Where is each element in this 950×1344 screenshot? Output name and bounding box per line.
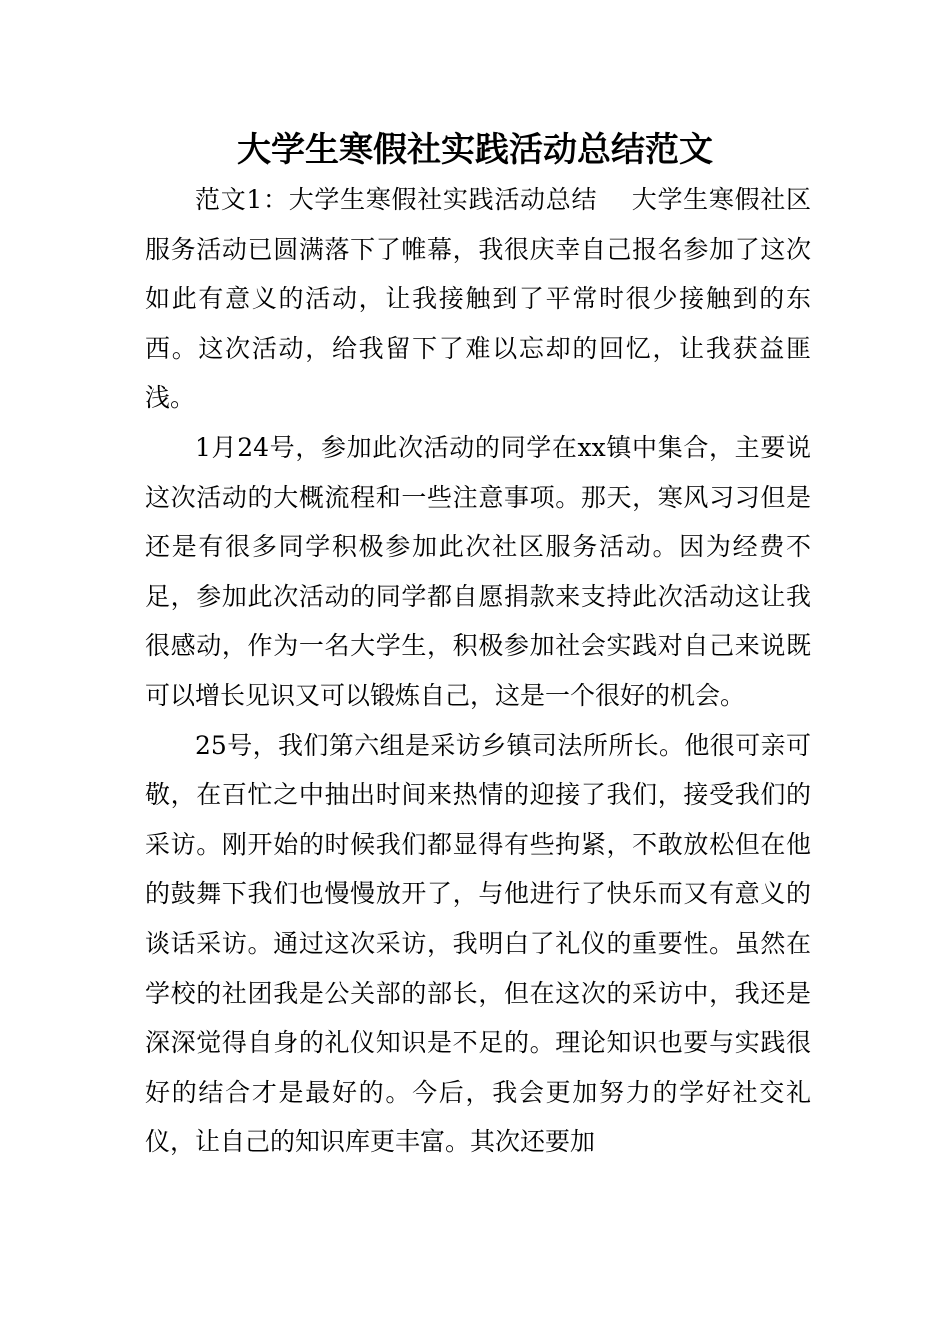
paragraph-1-text: 大学生寒假社区服务活动已圆满落下了帷幕，我很庆幸自己报名参加了这次如此有意义的活动，让我接触到了平常时很少接触到的东西。这次活动，给我留下了难以忘却的回忆，让我获益匪浅。 [145, 185, 811, 413]
document-body [145, 175, 811, 1167]
paragraph-1-gap [597, 185, 632, 214]
paragraph-1 [145, 175, 811, 423]
paragraph-2: 1月24号，参加此次活动的同学在xx镇中集合，主要说这次活动的大概流程和一些注意事项。那天，寒风习习但是还是有很多同学积极参加此次社区服务活动。因为经费不足，参加此次活动的同学都自愿捐款来支持此次活动这让我很感动，作为一名大学生，积极参加社会实践对自己来说既可以增长见识又可以锻炼自己，这是一个很好的机会。 [145, 432, 811, 710]
paragraph-3: 25号，我们第六组是采访乡镇司法所所长。他很可亲可敬，在百忙之中抽出时间来热情的迎接了我们，接受我们的采访。刚开始的时候我们都显得有些拘紧，不敢放松但在他的鼓舞下我们也慢慢放开了，与他进行了快乐而又有意义的谈话采访。通过这次采访，我明白了礼仪的重要性。虽然在学校的社团我是公关部的部长，但在这次的采访中，我还是深深觉得自身的礼仪知识是不足的。理论知识也要与实践很好的结合才是最好的。今后，我会更加努力的学好社交礼仪，让自己的知识库更丰富。其次还要加 [145, 730, 811, 1157]
document-title: 大学生寒假社实践活动总结范文 [237, 130, 713, 170]
paragraph-1-lead: 范文1：大学生寒假社实践活动总结 [195, 185, 598, 214]
